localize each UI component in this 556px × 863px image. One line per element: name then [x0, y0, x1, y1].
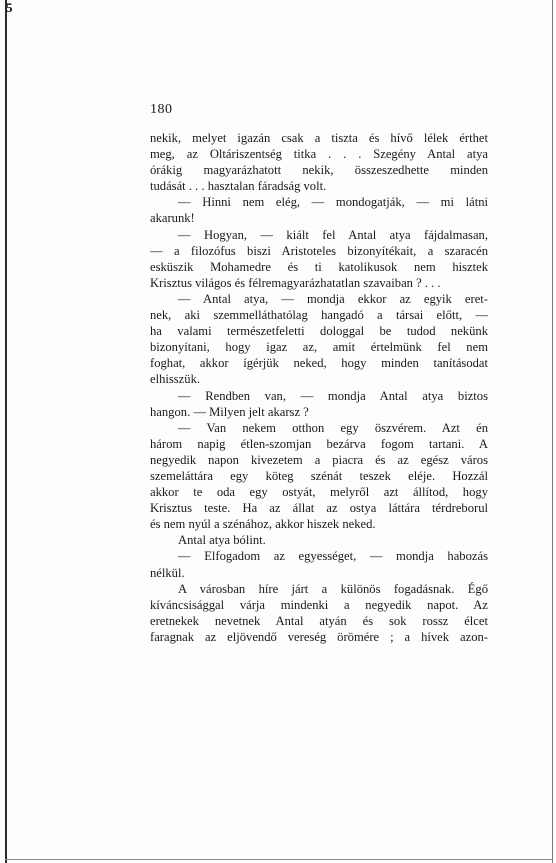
text-line: — a filozófus biszi Aristoteles bizonyítékait, a szaracén	[150, 243, 488, 258]
text-line: nek, aki szemmelláthatólag hangadó a társai előtt, —	[150, 308, 488, 323]
text-line: órákig magyarázhatott nekik, összeszedhette minden	[150, 163, 488, 178]
text-line: Krisztus teste. Ha az állat az ostya láttára térdreborul	[150, 501, 488, 516]
text-line: foghat, akkor ígérjük neked, hogy minden tanításodat	[150, 356, 488, 371]
text-line: három napig étlen-szomjan bezárva fogom tartani. A	[150, 436, 488, 451]
text-line: — Hogyan, — kiált fel Antal atya fájdalmasan,	[178, 227, 488, 242]
text-line: — Hinni nem elég, — mondogatják, — mi látni	[178, 195, 488, 210]
text-line: A városban híre járt a különös fogadásnak. Égő	[178, 581, 488, 596]
text-line: bizonyítani, hogy igaz az, amit értelmünk fel nem	[150, 340, 488, 355]
right-page-edge	[552, 0, 553, 863]
text-line: ha valami természetfeletti dologgal be tudod nekünk	[150, 324, 488, 339]
corner-mark: 5	[6, 0, 13, 15]
text-line: nélkül.	[150, 565, 185, 580]
text-line: Antal atya bólint.	[178, 533, 266, 548]
bottom-page-edge	[5, 859, 553, 860]
text-line: — Antal atya, — mondja ekkor az egyik eret-	[178, 291, 488, 306]
text-line: hangon. — Milyen jelt akarsz ?	[150, 404, 309, 419]
text-line: — Van nekem otthon egy öszvérem. Azt én	[178, 420, 488, 435]
text-line: — Rendben van, — mondja Antal atya biztos	[178, 388, 488, 403]
text-line: akarunk!	[150, 211, 195, 226]
text-line: akkor te oda egy ostyát, melyről azt állítod, hogy	[150, 485, 488, 500]
text-line: tudását . . . hasztalan fáradság volt.	[150, 179, 327, 194]
text-line: negyedik napon kivezetem a piacra és az egész város	[150, 452, 488, 467]
text-line: és nem nyúl a szénához, akkor hiszek neked.	[150, 517, 376, 532]
text-line: szemeláttára egy köteg szénát teszek eléje. Hozzál	[150, 468, 488, 483]
text-line: meg, az Oltáriszentség titka . . . Szegény Antal atya	[150, 147, 488, 162]
page-number: 180	[150, 102, 173, 117]
text-line: eretnekek nevetnek Antal atyán és sok rossz élcet	[150, 613, 488, 628]
text-line: Krisztus világos és félremagyarázhatatlan szavaiban ? . . .	[150, 275, 441, 290]
left-page-edge	[5, 0, 7, 863]
text-line: faragnak az eljövendő vereség örömére ; a hívek azon-	[150, 629, 488, 644]
text-line: — Elfogadom az egyességet, — mondja habozás	[178, 549, 488, 564]
text-line: kíváncsisággal várja mindenki a negyedik napot. Az	[150, 597, 488, 612]
text-line: nekik, melyet igazán csak a tiszta és hívő lélek érthet	[150, 131, 488, 145]
text-line: elhisszük.	[150, 372, 201, 387]
text-line: esküszik Mohamedre és ti katolikusok nem hisztek	[150, 259, 488, 274]
body-text	[150, 130, 488, 645]
